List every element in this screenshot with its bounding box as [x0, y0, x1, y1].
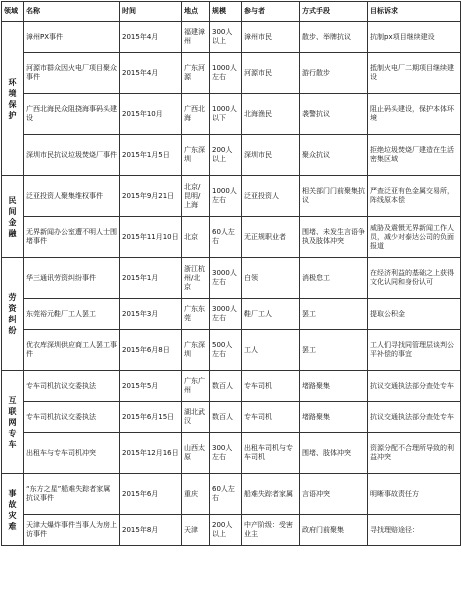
cell-time: 2015年8月 — [120, 515, 182, 546]
cell-name: 天津大爆炸事件当事人为房上访事件 — [24, 515, 120, 546]
cell-method: 罢工 — [300, 330, 368, 371]
cell-scale: 60人左右 — [210, 217, 242, 258]
cell-method: 罢工 — [300, 299, 368, 330]
cell-time: 2015年3月 — [120, 299, 182, 330]
cell-place: 广东深圳 — [182, 135, 210, 176]
cell-method: 政府门前聚集 — [300, 515, 368, 546]
cell-name: 华三通讯劳资纠纷事件 — [24, 258, 120, 299]
cell-participants: 鞋厂工人 — [242, 299, 300, 330]
category-label: 民间金融 — [8, 195, 17, 238]
cell-scale: 500人左右 — [210, 330, 242, 371]
cell-time: 2015年11月10日 — [120, 217, 182, 258]
cell-participants: 北海渔民 — [242, 94, 300, 135]
cell-participants: 工人 — [242, 330, 300, 371]
category-label: 互联网专车 — [8, 395, 17, 449]
cell-name: “东方之星”船难失踪者家属抗议事件 — [24, 474, 120, 515]
table-row — [2, 258, 461, 299]
cell-scale: 3000人左右 — [210, 258, 242, 299]
cell-method: 聚众抗议 — [300, 135, 368, 176]
cell-scale: 数百人 — [210, 402, 242, 433]
cell-participants: 无正规职业者 — [242, 217, 300, 258]
table-row — [2, 135, 461, 176]
cell-place: 浙江杭州/北京 — [182, 258, 210, 299]
cell-goal: 威胁及震慑无界新闻工作人员，减少对泰达公司的负面报道 — [368, 217, 461, 258]
cell-scale: 1000人左右 — [210, 176, 242, 217]
table-row — [2, 94, 461, 135]
table-row — [2, 330, 461, 371]
cell-name: 漳州PX事件 — [24, 22, 120, 53]
cell-goal: 工人们寻找同管理层谈判公平补偿的事宜 — [368, 330, 461, 371]
category-label: 事故灾难 — [8, 488, 17, 531]
cell-place: 广东深圳 — [182, 330, 210, 371]
cell-time: 2015年9月21日 — [120, 176, 182, 217]
cell-scale: 1000人左右 — [210, 53, 242, 94]
cell-place: 北京 — [182, 217, 210, 258]
header-method: 方式手段 — [300, 2, 368, 22]
table-row — [2, 515, 461, 546]
cell-method: 围堵、未发生言语争执及肢体冲突 — [300, 217, 368, 258]
cell-place: 湖北武汉 — [182, 402, 210, 433]
cell-scale: 3000人左右 — [210, 299, 242, 330]
cell-place: 重庆 — [182, 474, 210, 515]
cell-time: 2015年6月 — [120, 474, 182, 515]
cell-name: 专车司机抗议交委执法 — [24, 402, 120, 433]
cell-participants: 中产阶级：受害业主 — [242, 515, 300, 546]
cell-participants: 专车司机 — [242, 402, 300, 433]
cell-method: 散步、举牌抗议 — [300, 22, 368, 53]
cell-time: 2015年1月 — [120, 258, 182, 299]
header-scale: 规模 — [210, 2, 242, 22]
category-label: 环境保护 — [8, 77, 17, 120]
cell-goal: 在经济利益的基础之上获得文化认同和身份认可 — [368, 258, 461, 299]
table-row — [2, 53, 461, 94]
cell-place: 山西太原 — [182, 433, 210, 474]
cell-time: 2015年4月 — [120, 53, 182, 94]
table-row — [2, 217, 461, 258]
cell-goal: 抗议交通执法部分查处专车 — [368, 371, 461, 402]
cell-scale: 60人左右 — [210, 474, 242, 515]
header-participants: 参与者 — [242, 2, 300, 22]
category-cell — [2, 371, 24, 474]
cell-time: 2015年6月15日 — [120, 402, 182, 433]
table-row — [2, 299, 461, 330]
cell-participants: 泛亚投资人 — [242, 176, 300, 217]
category-cell — [2, 474, 24, 546]
cell-place: 广西北海 — [182, 94, 210, 135]
cell-goal: 抵制火电厂二期项目继续建设 — [368, 53, 461, 94]
cell-participants: 河源市民 — [242, 53, 300, 94]
cell-goal: 提取公积金 — [368, 299, 461, 330]
cell-time: 2015年5月 — [120, 371, 182, 402]
header-goal: 目标诉求 — [368, 2, 461, 22]
cell-goal: 严查泛亚有色金属交易所，阵线原本偿 — [368, 176, 461, 217]
category-cell — [2, 258, 24, 371]
cell-name: 深圳市民抗议垃圾焚烧厂事件 — [24, 135, 120, 176]
cell-participants: 深圳市民 — [242, 135, 300, 176]
table-row — [2, 433, 461, 474]
cell-name: 东莞裕元鞋厂工人罢工 — [24, 299, 120, 330]
cell-name: 优衣库深圳供应商工人罢工事件 — [24, 330, 120, 371]
cell-method: 游行散步 — [300, 53, 368, 94]
header-name: 名称 — [24, 2, 120, 22]
cell-name: 广西北海民众阻挠海事码头建设 — [24, 94, 120, 135]
header-time: 时间 — [120, 2, 182, 22]
cell-name: 出租车与专车司机冲突 — [24, 433, 120, 474]
cell-scale: 300人左右 — [210, 433, 242, 474]
table-row — [2, 371, 461, 402]
cell-time: 2015年10月 — [120, 94, 182, 135]
category-cell — [2, 176, 24, 258]
cell-scale: 1000人以下 — [210, 94, 242, 135]
cell-method: 消极怠工 — [300, 258, 368, 299]
cell-method: 相关部门门前聚集抗议 — [300, 176, 368, 217]
cell-goal: 阻止码头建设，保护本体环境 — [368, 94, 461, 135]
cell-name: 河源市群众因火电厂项目聚众事件 — [24, 53, 120, 94]
cell-place: 福建漳州 — [182, 22, 210, 53]
cell-goal: 拒绝垃圾焚烧厂建造在生活密集区域 — [368, 135, 461, 176]
cell-time: 2015年1月5日 — [120, 135, 182, 176]
cell-place: 天津 — [182, 515, 210, 546]
cell-participants: 船难失踪者家属 — [242, 474, 300, 515]
cell-goal: 明晰事故责任方 — [368, 474, 461, 515]
cell-place: 广东东莞 — [182, 299, 210, 330]
cell-goal: 抗制px项目继续建设 — [368, 22, 461, 53]
cell-method: 堵路聚集 — [300, 371, 368, 402]
cell-name: 专车司机抗议交委执法 — [24, 371, 120, 402]
cell-participants: 专车司机 — [242, 371, 300, 402]
table-row — [2, 22, 461, 53]
category-cell — [2, 22, 24, 176]
cell-goal: 寻找理赔途径： — [368, 515, 461, 546]
cell-scale: 200人以上 — [210, 515, 242, 546]
cell-time: 2015年6月8日 — [120, 330, 182, 371]
cell-method: 言语冲突 — [300, 474, 368, 515]
cell-method: 袭警抗议 — [300, 94, 368, 135]
header-domain: 领域 — [2, 2, 24, 22]
cell-time: 2015年12月16日 — [120, 433, 182, 474]
cell-scale: 300人以上 — [210, 22, 242, 53]
cell-method: 围堵、肢体冲突 — [300, 433, 368, 474]
cell-name: 无界新闻办公室遭不明人士围堵事件 — [24, 217, 120, 258]
events-table — [1, 1, 461, 546]
category-label: 劳资纠纷 — [8, 293, 17, 335]
cell-scale: 200人以上 — [210, 135, 242, 176]
cell-participants: 出租车司机与专车司机 — [242, 433, 300, 474]
table-row — [2, 402, 461, 433]
cell-participants: 漳州市民 — [242, 22, 300, 53]
table-row — [2, 176, 461, 217]
cell-scale: 数百人 — [210, 371, 242, 402]
cell-place: 北京/昆明/上海 — [182, 176, 210, 217]
cell-name: 泛亚投资人聚集维权事件 — [24, 176, 120, 217]
table-body — [2, 22, 461, 546]
table-header — [2, 2, 461, 22]
cell-participants: 白领 — [242, 258, 300, 299]
cell-place: 广东广州 — [182, 371, 210, 402]
cell-goal: 抗议交通执法部分查处专车 — [368, 402, 461, 433]
cell-time: 2015年4月 — [120, 22, 182, 53]
cell-goal: 资源分配不合理所导致的利益冲突 — [368, 433, 461, 474]
cell-method: 堵路聚集 — [300, 402, 368, 433]
table-row — [2, 474, 461, 515]
header-place: 地点 — [182, 2, 210, 22]
cell-place: 广东河源 — [182, 53, 210, 94]
